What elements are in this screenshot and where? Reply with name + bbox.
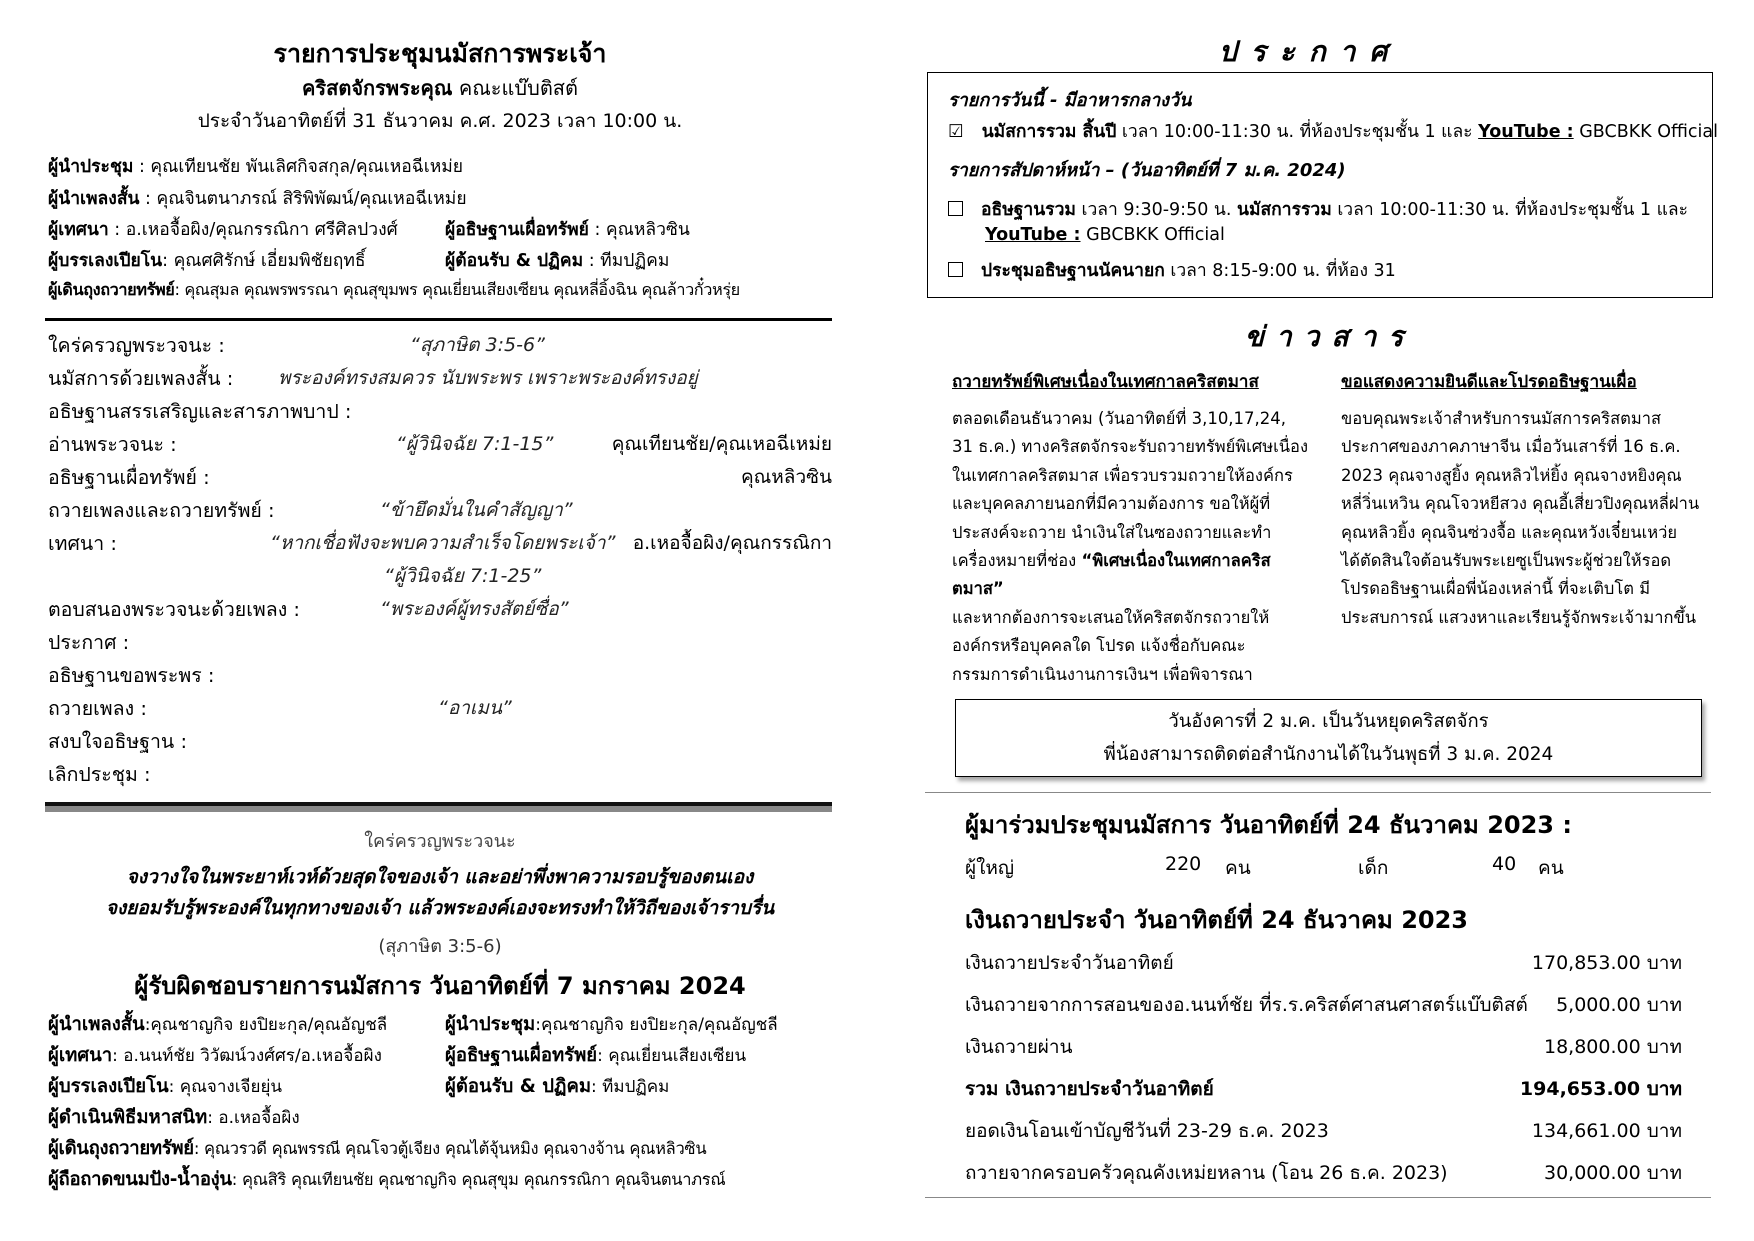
- section-divider: [45, 802, 832, 812]
- offering-label: เงินถวายผ่าน: [965, 1036, 1073, 1058]
- staff-line: [445, 215, 690, 243]
- news-christmas-mark: “พิเศษเนื่องในเทศกาลคริสตมาส”: [952, 551, 1271, 599]
- next-staff-label: ผู้นำเพลงสั้น: [48, 1014, 145, 1035]
- staff-value: : อ.เหอจื้อผิง/คุณกรรณิกา ศรีศิลปวงศ์: [108, 220, 398, 240]
- next-staff-line: [48, 1103, 300, 1132]
- offering-amount: 134,661.00 บาท: [1531, 1120, 1682, 1142]
- offering-title: เงินถวายประจำ วันอาทิตย์ที่ 24 ธันวาคม 2023: [965, 906, 1468, 934]
- order-person: คุณหลิวซิน: [740, 466, 832, 488]
- order-reference: “หากเชื่อฟังจะพบความสำเร็จโดยพระเจ้า”: [270, 532, 616, 554]
- item-title: ประชุมอธิษฐานนัคนายก: [981, 261, 1165, 281]
- order-label: อธิษฐานสรรเสริญและสารภาพบาป :: [48, 400, 352, 423]
- order-reference: “ผู้วินิจฉัย 7:1-25”: [384, 565, 542, 587]
- news-heading-christmas: ถวายทรัพย์พิเศษเนื่องในเทศกาลคริสตมาส: [952, 372, 1259, 392]
- staff-label: ผู้นำเพลงสั้น: [48, 189, 140, 209]
- checked-box-icon: ☑: [948, 122, 964, 142]
- announcements-title: ประกาศ: [1218, 35, 1402, 68]
- next-staff-label: ผู้เดินถุงถวายทรัพย์: [48, 1138, 194, 1159]
- next-staff-label: ผู้ต้อนรับ & ปฏิคม: [445, 1076, 592, 1097]
- order-label: อ่านพระวจนะ :: [48, 433, 177, 456]
- next-week-item-cont: [985, 225, 1225, 245]
- staff-value: : ทีมปฏิคม: [583, 251, 670, 271]
- next-staff-label: ผู้ถือถาดขนมปัง-น้ำองุ่น: [48, 1169, 232, 1190]
- news-title: ข่าวสาร: [1244, 320, 1416, 353]
- news-congrats-body: ขอบคุณพระเจ้าสำหรับการนมัสการคริสตมาสประกาศของภาคภาษาจีน เมื่อวันเสาร์ที่ 16 ธ.ค. 2023 คุณจางสูยิ้ง คุณหลิวไห่ยิ้ง คุณจางหยิงคุณหลี่วิ่นเหวิน คุณโจวหยีสวง คุณอี้เสี่ยวปิงคุณหลี่ฝาน คุณหลิวยิ้ง คุณจินซ่วงจื้อ และคุณหวังเจี๋ยนเหว่ย ได้ตัดสินใจต้อนรับพระเยซูเป็นพระผู้ช่วยให้รอด โปรดอธิษฐานเผื่อพี่น้องเหล่านี้ ที่จะเติบโต มีประสบการณ์ แสวงหาและเรียนรู้จักพระเจ้ามากขึ้น: [1341, 409, 1700, 627]
- offering-amount: 5,000.00 บาท: [1556, 994, 1682, 1016]
- next-staff-line: [48, 1134, 706, 1163]
- next-staff-line: [445, 1041, 746, 1070]
- staff-label: ผู้นำประชุม: [48, 157, 134, 177]
- next-staff-label: ผู้เทศนา: [48, 1045, 113, 1066]
- today-item-title: นมัสการรวม สิ้นปี: [981, 122, 1117, 142]
- order-label: ใคร่ครวญพระวจนะ :: [48, 334, 225, 357]
- unit-label: คน: [1225, 857, 1251, 879]
- staff-line: [48, 246, 366, 274]
- offering-label: ถวายจากครอบครัวคุณคังเหม่ยหลาน (โอน 26 ธ.ค. 2023): [965, 1162, 1448, 1184]
- verse-line: จงยอมรับรู้พระองค์ในทุกทางของเจ้า แล้วพระองค์เองจะทรงทำให้วิถีของเจ้าราบรื่น: [105, 897, 775, 919]
- bulletin-title: รายการประชุมนมัสการพระเจ้า: [273, 39, 607, 68]
- item-detail: เวลา 9:30-9:50 น.: [1075, 200, 1237, 220]
- service-date: ประจำวันอาทิตย์ที่ 31 ธันวาคม ค.ศ. 2023 เวลา 10:00 น.: [197, 110, 683, 132]
- next-week-heading: รายการสัปดาห์หน้า – (วันอาทิตย์ที่ 7 ม.ค. 2024): [948, 160, 1346, 181]
- staff-line: [48, 152, 463, 180]
- verse-line: จงวางใจในพระยาห์เวห์ด้วยสุดใจของเจ้า และอย่าพึ่งพาความรอบรู้ของตนเอง: [126, 866, 754, 888]
- next-staff-label: ผู้บรรเลงเปียโน: [48, 1076, 169, 1097]
- staff-label: ผู้บรรเลงเปียโน: [48, 251, 163, 271]
- today-item: [948, 117, 1718, 145]
- today-item-detail: เวลา 10:00-11:30 น. ที่ห้องประชุมชั้น 1 และ: [1116, 122, 1479, 142]
- adults-label: ผู้ใหญ่: [965, 857, 1015, 879]
- order-label: ตอบสนองพระวจนะด้วยเพลง :: [48, 598, 300, 621]
- order-reference: “ผู้วินิจฉัย 7:1-15”: [396, 433, 554, 455]
- offering-label: ยอดเงินโอนเข้าบัญชีวันที่ 23-29 ธ.ค. 2023: [965, 1120, 1329, 1142]
- item-title: อธิษฐานรวม: [981, 200, 1076, 220]
- order-label: อธิษฐานเผื่อทรัพย์ :: [48, 466, 210, 489]
- staff-line: [48, 184, 467, 212]
- staff-value: : คุณเทียนชัย พันเลิศกิจสกุล/คุณเหอฉีเหม่ย: [133, 157, 464, 177]
- staff-label: ผู้เดินถุงถวายทรัพย์: [48, 280, 175, 299]
- next-week-staff-title: ผู้รับผิดชอบรายการนมัสการ วันอาทิตย์ที่ 7 มกราคม 2024: [134, 972, 746, 1000]
- checkbox-icon: [948, 262, 963, 277]
- next-staff-value: : อ.นนท์ชัย วิวัฒน์วงศ์ศร/อ.เหอจื้อผิง: [112, 1046, 382, 1066]
- staff-label: ผู้เทศนา: [48, 220, 109, 240]
- next-staff-value: : คุณเยี่ยนเสียงเซียน: [597, 1046, 747, 1066]
- youtube-channel: GBCBKK Official: [1080, 225, 1225, 245]
- next-week-item: [948, 195, 1688, 223]
- order-reference: “ข้ายึดมั่นในคำสัญญา”: [380, 499, 573, 521]
- next-week-item: [948, 256, 1396, 284]
- staff-line: [48, 215, 398, 243]
- verse-reference: (สุภาษิต 3:5-6): [378, 936, 502, 957]
- offering-amount: 30,000.00 บาท: [1544, 1162, 1682, 1184]
- children-count: 40: [1492, 853, 1517, 875]
- next-staff-label: ผู้นำประชุม: [445, 1014, 536, 1035]
- offering-total-amount: 194,653.00 บาท: [1519, 1078, 1682, 1100]
- order-label: นมัสการด้วยเพลงสั้น :: [48, 367, 234, 390]
- next-staff-value: :คุณชาญกิจ ยงปิยะกุล/คุณอัญชลี: [144, 1015, 388, 1035]
- next-staff-value: :คุณชาญกิจ ยงปิยะกุล/คุณอัญชลี: [535, 1015, 778, 1035]
- order-person: อ.เหอจื้อผิง/คุณกรรณิกา: [632, 532, 832, 554]
- staff-value: : คุณหลิวซิน: [588, 220, 690, 240]
- staff-value: : คุณจินตนาภรณ์ สิริพิพัฒน์/คุณเหอฉีเหม่ย: [139, 189, 467, 209]
- holiday-notice: [955, 699, 1702, 777]
- attendance-title: ผู้มาร่วมประชุมนมัสการ วันอาทิตย์ที่ 24 ธันวาคม 2023 :: [965, 811, 1572, 839]
- next-staff-line: [48, 1072, 282, 1101]
- order-reference: “อาเมน”: [438, 697, 512, 719]
- next-staff-label: ผู้อธิษฐานเผื่อทรัพย์: [445, 1045, 598, 1066]
- order-reference: “พระองค์ผู้ทรงสัตย์ซื่อ”: [380, 598, 569, 620]
- news-christmas-body: [952, 405, 1308, 689]
- divider: [925, 792, 1711, 793]
- section-divider: [45, 318, 832, 321]
- news-christmas-text2: และหากต้องการจะเสนอให้คริสตจักรถวายให้องค์กรหรือบุคคลใด โปรด แจ้งชื่อกับคณะกรรมการดำเนินงานการเงินฯ เพื่อพิจารณา: [952, 607, 1270, 684]
- church-name: [0, 72, 880, 104]
- staff-line: [48, 277, 740, 303]
- staff-label: ผู้ต้อนรับ & ปฏิคม: [445, 251, 584, 271]
- item-title: นมัสการรวม: [1236, 200, 1332, 220]
- next-staff-line: [48, 1010, 387, 1039]
- children-label: เด็ก: [1358, 857, 1389, 879]
- adults-count: 220: [1165, 853, 1202, 875]
- divider: [925, 1197, 1711, 1198]
- checkbox-icon: [948, 201, 963, 216]
- item-detail: เวลา 8:15-9:00 น. ที่ห้อง 31: [1164, 261, 1396, 281]
- next-staff-line: [445, 1010, 778, 1039]
- staff-value: : คุณศศิรักษ์ เอี่ยมพิชัยฤทธิ์: [162, 251, 366, 271]
- staff-value: : คุณสุมล คุณพรพรรณา คุณสุขุมพร คุณเยี่ยนเสียงเซียน คุณหลี่อิ้งฉิน คุณล้าวกั๋วหรุ่ย: [174, 280, 740, 299]
- verse-label: ใคร่ครวญพระวจนะ: [364, 831, 516, 852]
- next-staff-line: [445, 1072, 669, 1101]
- next-staff-label: ผู้ดำเนินพิธีมหาสนิท: [48, 1107, 208, 1128]
- order-label: ประกาศ :: [48, 631, 130, 654]
- order-person: คุณเทียนชัย/คุณเหอฉีเหม่ย: [611, 433, 832, 455]
- holiday-line: พี่น้องสามารถติดต่อสำนักงานได้ในวันพุธที่ 3 ม.ค. 2024: [1103, 744, 1554, 765]
- order-label: เทศนา :: [48, 532, 117, 555]
- church-denomination: คณะแบ๊บติสต์: [458, 76, 578, 100]
- next-staff-value: : คุณวรวดี คุณพรรณี คุณโจวตู้เจียง คุณไต้จุ้นหมิง คุณจางจ้าน คุณหลิวซิน: [193, 1139, 707, 1158]
- order-reference: “สุภาษิต 3:5-6”: [410, 334, 545, 356]
- next-staff-value: : ทีมปฏิคม: [591, 1077, 670, 1097]
- next-staff-line: [48, 1041, 382, 1070]
- next-staff-line: [48, 1165, 725, 1194]
- offering-label: เงินถวายประจำวันอาทิตย์: [965, 952, 1174, 974]
- youtube-link[interactable]: YouTube :: [985, 225, 1081, 245]
- next-staff-value: : คุณสิริ คุณเทียนชัย คุณชาญกิจ คุณสุขุม คุณกรรณิกา คุณจินตนาภรณ์: [231, 1170, 726, 1189]
- unit-label: คน: [1538, 857, 1564, 879]
- order-label: อธิษฐานขอพระพร :: [48, 664, 215, 687]
- youtube-channel: GBCBKK Official: [1573, 122, 1718, 142]
- offering-amount: 18,800.00 บาท: [1544, 1036, 1682, 1058]
- offering-total-label: รวม เงินถวายประจำวันอาทิตย์: [965, 1078, 1214, 1100]
- staff-line: [445, 246, 669, 274]
- news-christmas-text: ตลอดเดือนธันวาคม (วันอาทิตย์ที่ 3,10,17,24, 31 ธ.ค.) ทางคริสตจักรจะรับถวายทรัพย์พิเศษเนื่องในเทศกาลคริสตมาส เพื่อรวบรวมถวายให้องค์กร และบุคคลภายนอกที่มีความต้องการ ขอให้ผู้ที่ประสงค์จะถวาย นำเงินใส่ในซองถวายและทำเครื่องหมายที่ช่อง: [952, 409, 1309, 571]
- order-label: ถวายเพลง :: [48, 697, 147, 720]
- staff-label: ผู้อธิษฐานเผื่อทรัพย์: [445, 220, 589, 240]
- order-label: สงบใจอธิษฐาน :: [48, 730, 188, 753]
- next-staff-value: : คุณจางเจียยุ่น: [168, 1077, 283, 1097]
- order-label: ถวายเพลงและถวายทรัพย์ :: [48, 499, 275, 522]
- order-label: เลิกประชุม :: [48, 763, 151, 786]
- youtube-link[interactable]: YouTube :: [1478, 122, 1574, 142]
- offering-label: เงินถวายจากการสอนของอ.นนท์ชัย ที่ร.ร.คริสต์ศาสนศาสตร์แบ๊บติสต์: [965, 994, 1528, 1016]
- church-name-bold: คริสตจักรพระคุณ: [302, 76, 453, 100]
- news-heading-congrats: ขอแสดงความยินดีและโปรดอธิษฐานเผื่อ: [1341, 372, 1637, 392]
- holiday-line: วันอังคารที่ 2 ม.ค. เป็นวันหยุดคริสตจักร: [1168, 711, 1489, 732]
- item-detail: เวลา 10:00-11:30 น. ที่ห้องประชุมชั้น 1 และ: [1331, 200, 1689, 220]
- announcements-box: [927, 72, 1718, 298]
- next-staff-value: : อ.เหอจื้อผิง: [207, 1108, 300, 1128]
- order-reference: พระองค์ทรงสมควร นับพระพร เพราะพระองค์ทรงอยู่: [278, 367, 698, 389]
- today-heading: รายการวันนี้ - มีอาหารกลางวัน: [948, 90, 1192, 111]
- offering-amount: 170,853.00 บาท: [1531, 952, 1682, 974]
